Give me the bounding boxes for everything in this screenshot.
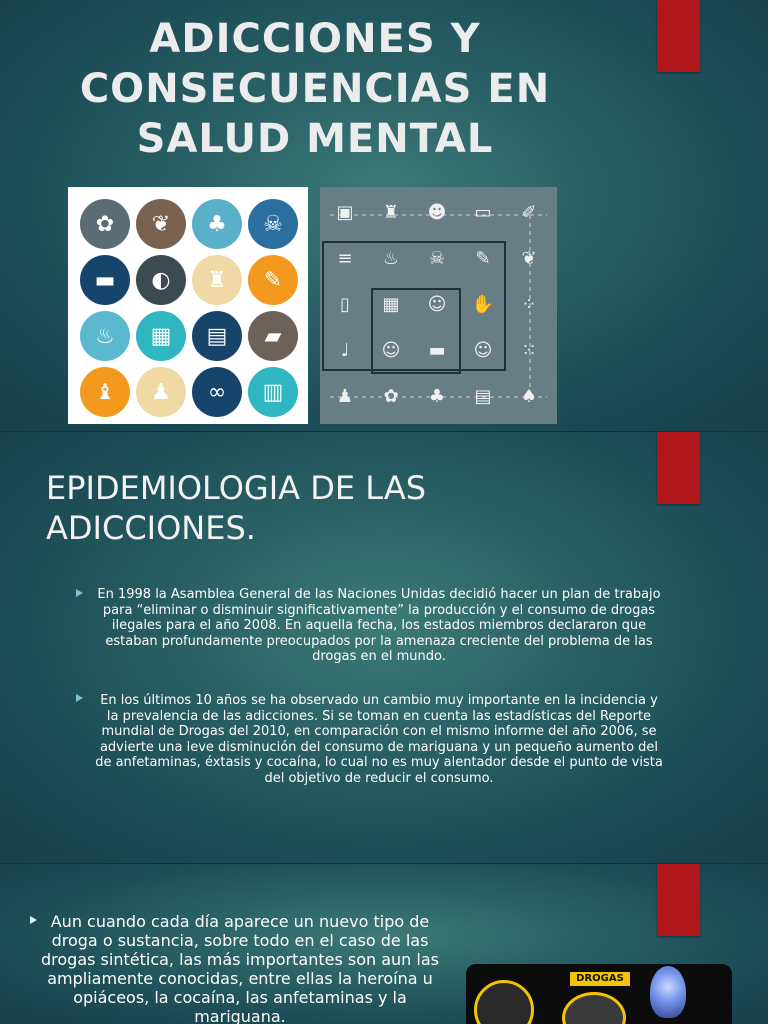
dealer-icon: ☻ [427,201,447,223]
person-icon: ☺ [473,339,493,361]
hand-smoke-icon: ♨ [80,311,130,361]
hospital-icon: ▦ [382,293,400,315]
cigarette-pack-icon: ▣ [336,201,354,223]
pipe-icon: ♩ [340,339,350,361]
ambulance-icon: ▬ [428,339,446,361]
syringe-icon: ✎ [475,247,491,269]
powder-lines-icon: ≡ [337,247,353,269]
bullet-marker-icon [76,694,83,702]
blister-pack-icon: ▤ [192,311,242,361]
mushroom-icon: ♣ [428,385,446,407]
brain-head-icon [650,966,686,1018]
skull-crossbones-icon: ☠ [248,199,298,249]
food-circle-icon [474,980,534,1024]
doctor-icon: ☺ [381,339,401,361]
mushroom-red-icon: ♠ [520,385,538,407]
addiction-icons-image [68,187,308,424]
handcuffs-icon: ∞ [192,367,242,417]
drugs-brain-image [466,964,732,1024]
rolling-paper-icon: ▰ [248,311,298,361]
skull-icon: ☠ [428,247,446,269]
cigarette-icon: ▬ [80,255,130,305]
red-accent-bar [657,432,700,504]
bullet-paragraph: Aun cuando cada día aparece un nuevo tipo de droga o sustancia, sobre todo en el caso de las drogas sintética, las más importantes son aun las ampliamente conocidas, entre ellas la heroína u opiáceos, la cocaína, las anfetaminas y la mariguana. [41,912,439,1024]
baggie-icon: ▭ [474,201,492,223]
pills-cluster-icon: ⁘ [521,293,537,315]
slide-1 [0,0,768,432]
bullet-paragraph: En 1998 la Asamblea General de las Naciones Unidas decidió hacer un plan de trabajo para “eliminar o disminuir significativamente” la producción y el consumo de drogas ilegales para el año 2008. En aquella fecha, los estados miembros declararon que estaban profundamente preocupados por la amenaza creciente del problema de las drogas en el mundo. [97,587,661,664]
hookah-icon: ♝ [80,367,130,417]
blister-pack-icon: ⁙ [521,339,537,361]
slide-3 [0,864,768,1024]
prescription-bottle-icon: ▯ [340,293,350,315]
liquor-bottle-icon: ♜ [382,201,400,223]
pills-icon: ◐ [136,255,186,305]
pill-box-icon: ▤ [474,385,492,407]
cigar-icon: ✐ [521,201,537,223]
patient-icon: ☺ [427,293,447,315]
flame-icon: ♨ [382,247,400,269]
red-accent-bar [657,864,700,936]
slide-title: ADICCIONES Y CONSECUENCIAS EN SALUD MENTAL [79,16,551,162]
cannabis-leaf-icon: ❦ [136,199,186,249]
poppy-icon: ✿ [383,385,399,407]
drugs-label: DROGAS [570,972,630,986]
section-title: EPIDEMIOLOGIA DE LAS ADICCIONES. [46,469,427,547]
bottle-icon: ♜ [192,255,242,305]
mushroom-icon: ♣ [192,199,242,249]
bong-icon: ♟ [336,385,354,407]
bullet-marker-icon [30,916,37,924]
poppy-flower-icon: ✿ [80,199,130,249]
slide-2 [0,432,768,864]
medicine-jars-icon: ▦ [136,311,186,361]
arm-injection-icon: ✋ [471,293,495,315]
bong-icon: ♟ [136,367,186,417]
bullet-marker-icon [76,589,83,597]
addiction-flow-diagram-image [320,187,557,424]
drugs-circle-icon [562,992,626,1024]
red-accent-bar [657,0,700,72]
bullet-paragraph: En los últimos 10 años se ha observado un cambio muy importante en la incidencia y la prevalencia de las adicciones. Si se toman en cuenta las estadísticas del Reporte mundial de Drogas del 2010, en comparación con el mismo informe del año 2006, se advierte una leve disminución del consumo de mariguana y un pequeño aumento del de anfetaminas, éxtasis y cocaína, lo cual no es muy alentador desde el punto de vista del objetivo de reducir el consumo. [95,693,663,786]
cannabis-leaf-icon: ❦ [521,247,537,269]
syringe-icon: ✎ [248,255,298,305]
prison-bars-icon: ▥ [248,367,298,417]
